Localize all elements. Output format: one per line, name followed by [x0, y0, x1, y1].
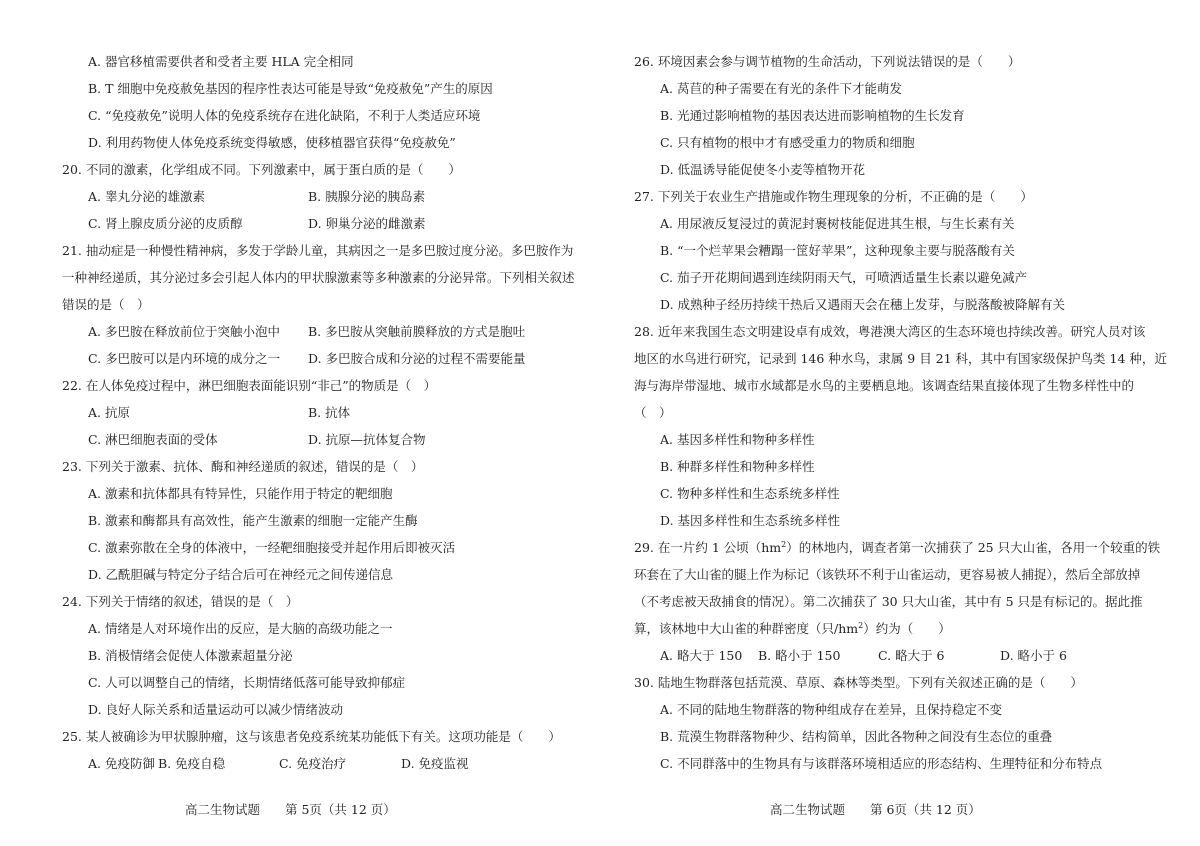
- q24-option-b: B. 消极情绪会促使人体激素超量分泌: [88, 648, 293, 663]
- q29-stem-line3: （不考虑被天敌捕食的情况）。第二次捕获了 30 只大山雀，其中有 5 只是有标记的。据此推: [634, 594, 1143, 609]
- q23-option-c: C. 激素弥散在全身的体液中，一经靶细胞接受并起作用后即被灭活: [88, 540, 456, 555]
- q21-option-a: A. 多巴胺在释放前位于突触小泡中: [88, 324, 280, 339]
- q20-option-a: A. 睾丸分泌的雄激素: [88, 189, 205, 204]
- q19-option-c: C. “免疫赦免”说明人体的免疫系统存在进化缺陷，不利于人类适应环境: [88, 108, 481, 123]
- q30-option-a: A. 不同的陆地生物群落的物种组成存在差异，且保持稳定不变: [660, 702, 1002, 717]
- q28-option-a: A. 基因多样性和物种多样性: [660, 432, 815, 447]
- q26-stem: 26. 环境因素会参与调节植物的生命活动，下列说法错误的是（ ）: [634, 54, 1021, 69]
- q25-stem: 25. 某人被确诊为甲状腺肿瘤，这与该患者免疫系统某功能低下有关。这项功能是（ ）: [62, 729, 561, 744]
- q19-option-a: A. 器官移植需要供者和受者主要 HLA 完全相同: [88, 54, 354, 69]
- q28-stem-line4: （ ）: [634, 405, 672, 420]
- q22-option-a: A. 抗原: [88, 405, 130, 420]
- q26-option-d: D. 低温诱导能促使冬小麦等植物开花: [660, 162, 866, 177]
- q29-stem-line4-a: 算，该林地中大山雀的种群密度（只/hm: [634, 621, 859, 636]
- q27-stem: 27. 下列关于农业生产措施或作物生理现象的分析，不正确的是（ ）: [634, 189, 1033, 204]
- q20-option-c: C. 肾上腺皮质分泌的皮质醇: [88, 216, 243, 231]
- q27-option-c: C. 茄子开花期间遇到连续阴雨天气，可喷洒适量生长素以避免减产: [660, 270, 1028, 285]
- q28-option-b: B. 种群多样性和物种多样性: [660, 459, 815, 474]
- q26-option-b: B. 光通过影响植物的基因表达进而影响植物的生长发育: [660, 108, 965, 123]
- q24-option-d: D. 良好人际关系和适量运动可以减少情绪波动: [88, 702, 344, 717]
- q26-option-a: A. 莴苣的种子需要在有光的条件下才能萌发: [660, 81, 902, 96]
- q28-stem-line2: 地区的水鸟进行研究，记录到 146 种水鸟，隶属 9 目 21 科，其中有国家级保护鸟类 14 种，近: [634, 351, 1167, 366]
- q22-option-c: C. 淋巴细胞表面的受体: [88, 432, 218, 447]
- q27-option-a: A. 用尿液反复浸过的黄泥封裹树枝能促进其生根，与生长素有关: [660, 216, 1015, 231]
- q29-stem-line4: [634, 622, 951, 636]
- q27-option-b: B. “一个烂苹果会糟蹋一筐好苹果”，这种现象主要与脱落酸有关: [660, 243, 1015, 258]
- q23-option-b: B. 激素和酶都具有高效性，能产生激素的细胞一定能产生酶: [88, 513, 418, 528]
- q21-option-d: D. 多巴胺合成和分泌的过程不需要能量: [308, 351, 526, 366]
- q25-option-c: C. 免疫治疗: [279, 756, 347, 771]
- q21-option-c: C. 多巴胺可以是内环境的成分之一: [88, 351, 281, 366]
- q28-option-c: C. 物种多样性和生态系统多样性: [660, 486, 840, 501]
- q29-stem-line1-sup: 2: [781, 539, 787, 549]
- q21-option-b: B. 多巴胺从突触前膜释放的方式是胞吐: [308, 324, 526, 339]
- q22-stem: 22. 在人体免疫过程中，淋巴细胞表面能识别“非己”的物质是（ ）: [62, 378, 437, 393]
- q25-option-a: A. 免疫防御: [88, 756, 155, 771]
- q22-option-b: B. 抗体: [308, 405, 351, 420]
- q21-stem-line2: 一种神经递质，其分泌过多会引起人体内的甲状腺激素等多种激素的分泌异常。下列相关叙述: [62, 270, 575, 285]
- q29-stem-line2: 环套在了大山雀的腿上作为标记（该铁环不利于山雀运动，更容易被人捕捉），然后全部放掉: [634, 567, 1141, 582]
- q25-option-d: D. 免疫监视: [401, 756, 469, 771]
- q29-option-b: B. 略小于 150: [758, 648, 841, 663]
- q20-stem: 20. 不同的激素，化学组成不同。下列激素中，属于蛋白质的是（ ）: [62, 162, 461, 177]
- q19-option-d: D. 利用药物使人体免疫系统变得敏感，使移植器官获得“免疫赦免”: [88, 135, 456, 150]
- q28-stem-line3: 海与海岸带湿地、城市水域都是水鸟的主要栖息地。该调查结果直接体现了生物多样性中的: [634, 378, 1135, 393]
- q29-stem-line4-sup: 2: [858, 620, 864, 630]
- q29-option-a: A. 略大于 150: [660, 648, 743, 663]
- q26-option-c: C. 只有植物的根中才有感受重力的物质和细胞: [660, 135, 915, 150]
- q29-option-c: C. 略大于 6: [878, 648, 945, 663]
- q24-stem: 24. 下列关于情绪的叙述，错误的是（ ）: [62, 594, 299, 609]
- q30-option-b: B. 荒漠生物群落物种少、结构简单，因此各物种之间没有生态位的重叠: [660, 729, 1053, 744]
- q29-option-d: D. 略小于 6: [1000, 648, 1067, 663]
- q29-stem-line4-b: ）约为（ ）: [863, 621, 951, 636]
- q22-option-d: D. 抗原—抗体复合物: [308, 432, 426, 447]
- q23-option-d: D. 乙酰胆碱与特定分子结合后可在神经元之间传递信息: [88, 567, 394, 582]
- q27-option-d: D. 成熟种子经历持续干热后又遇雨天会在穗上发芽，与脱落酸被降解有关: [660, 297, 1066, 312]
- q24-option-c: C. 人可以调整自己的情绪，长期情绪低落可能导致抑郁症: [88, 675, 406, 690]
- q30-stem: 30. 陆地生物群落包括荒漠、草原、森林等类型。下列有关叙述正确的是（ ）: [634, 675, 1083, 690]
- q23-stem: 23. 下列关于激素、抗体、酶和神经递质的叙述，错误的是（ ）: [62, 459, 424, 474]
- q19-option-b: B. T 细胞中免疫赦免基因的程序性表达可能是导致“免疫赦免”产生的原因: [88, 81, 493, 96]
- q28-stem-line1: 28. 近年来我国生态文明建设卓有成效，粤港澳大湾区的生态环境也持续改善。研究人员对该: [634, 324, 1146, 339]
- q29-stem-line1: [634, 541, 1160, 555]
- q24-option-a: A. 情绪是人对环境作出的反应，是大脑的高级功能之一: [88, 621, 393, 636]
- page-footer-right: 高二生物试题 第 6页（共 12 页）: [770, 802, 981, 817]
- q25-option-b: B. 免疫自稳: [158, 756, 226, 771]
- q23-option-a: A. 激素和抗体都具有特异性，只能作用于特定的靶细胞: [88, 486, 393, 501]
- q20-option-d: D. 卵巢分泌的雌激素: [308, 216, 426, 231]
- page-footer-left: 高二生物试题 第 5页（共 12 页）: [185, 802, 396, 817]
- q20-option-b: B. 胰腺分泌的胰岛素: [308, 189, 426, 204]
- q29-stem-line1-a: 29. 在一片约 1 公顷（hm: [634, 540, 782, 555]
- q30-option-c: C. 不同群落中的生物具有与该群落环境相适应的形态结构、生理特征和分布特点: [660, 756, 1103, 771]
- q21-stem-line3: 错误的是（ ）: [62, 297, 150, 312]
- q29-stem-line1-b: ）的林地内，调查者第一次捕获了 25 只大山雀，各用一个较重的铁: [786, 540, 1161, 555]
- q21-stem-line1: 21. 抽动症是一种慢性精神病，多发于学龄儿童，其病因之一是多巴胺过度分泌。多巴胺作为: [62, 243, 574, 258]
- q28-option-d: D. 基因多样性和生态系统多样性: [660, 513, 841, 528]
